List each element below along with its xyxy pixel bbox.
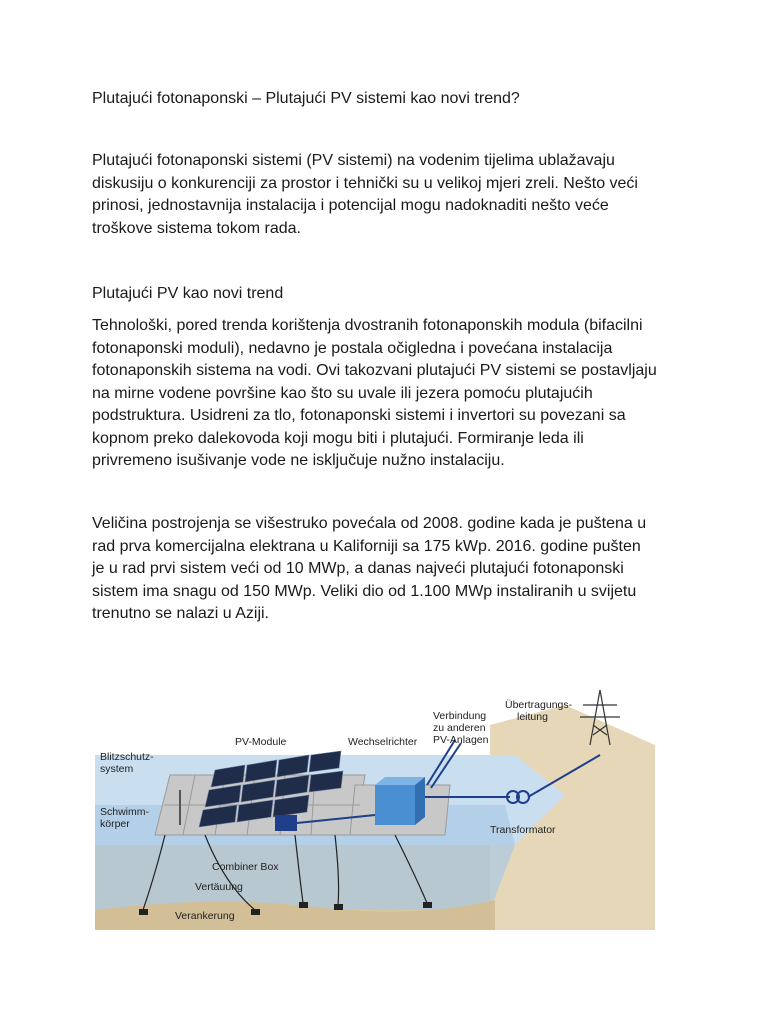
- label-blitzschutz-2: system: [100, 763, 134, 775]
- label-vertauung: Vertäuung: [195, 881, 243, 893]
- floating-pv-diagram: [95, 685, 665, 935]
- inverter-box: [375, 777, 425, 825]
- section-heading: Plutajući PV kao novi trend: [92, 285, 284, 302]
- label-verbindung-1: Verbindung: [433, 710, 487, 722]
- label-combiner-box: Combiner Box: [212, 861, 279, 873]
- label-wechselrichter: Wechselrichter: [348, 736, 418, 748]
- label-verankerung: Verankerung: [175, 910, 235, 922]
- paragraph-intro: Plutajući fotonaponski sistemi (PV sistemi) na vodenim tijelima ublažavaju diskusiju o konkurenciji za prostor i tehnički su u velikoj mjeri zreli. Nešto veći prinosi, jednostavnija instalacija i potencijal mogu nadoknaditi nešto veće troškove sistema tokom rada.: [92, 152, 638, 237]
- label-verbindung-2: zu anderen: [433, 722, 486, 734]
- label-schwimm-1: Schwimm-: [100, 806, 149, 818]
- paragraph-plant-size: Veličina postrojenja se višestruko povećala od 2008. godine kada je puštena u rad prva komercijalna elektrana u Kaliforniji sa 175 kWp. 2016. godine pušten je u rad prvi sistem veći od 10 MWp, a danas najveći plutajući fotonaponski sistem ima snagu od 150 MWp. Veliki dio od 1.100 MWp instaliranih u svijetu trenutno se nalazi u Aziji.: [92, 515, 647, 622]
- label-verbindung-3: PV-Anlagen: [433, 734, 489, 746]
- label-schwimm-2: körper: [100, 818, 130, 830]
- paragraph-technology: Tehnološki, pored trenda korištenja dvostranih fotonaponskih modula (bifacilni fotonaponski moduli), nedavno je postala očigledna i povećana instalacija fotonaponskih sistema na vodi. Ovi takozvani plutajući PV sistemi se postavljaju na mirne vodene površine kao što su uvale ili jezera pomoću plutajućih podstruktura. Usidreni za tlo, fotonaponski sistemi i invertori su povezani sa kopnom preko dalekovoda koji mogu biti i plutajući. Formiranje leda ili privremeno isušivanje vode ne isključuje nužno instalaciju.: [92, 317, 657, 469]
- combiner-box: [275, 815, 297, 831]
- label-pv-module: PV-Module: [235, 736, 287, 748]
- label-blitzschutz-1: Blitzschutz-: [100, 751, 154, 763]
- label-uebertragung-2: leitung: [517, 711, 548, 723]
- document-title: Plutajući fotonaponski – Plutajući PV sistemi kao novi trend?: [92, 90, 520, 107]
- label-transformator: Transformator: [490, 824, 556, 836]
- label-uebertragung-1: Übertragungs-: [505, 699, 573, 711]
